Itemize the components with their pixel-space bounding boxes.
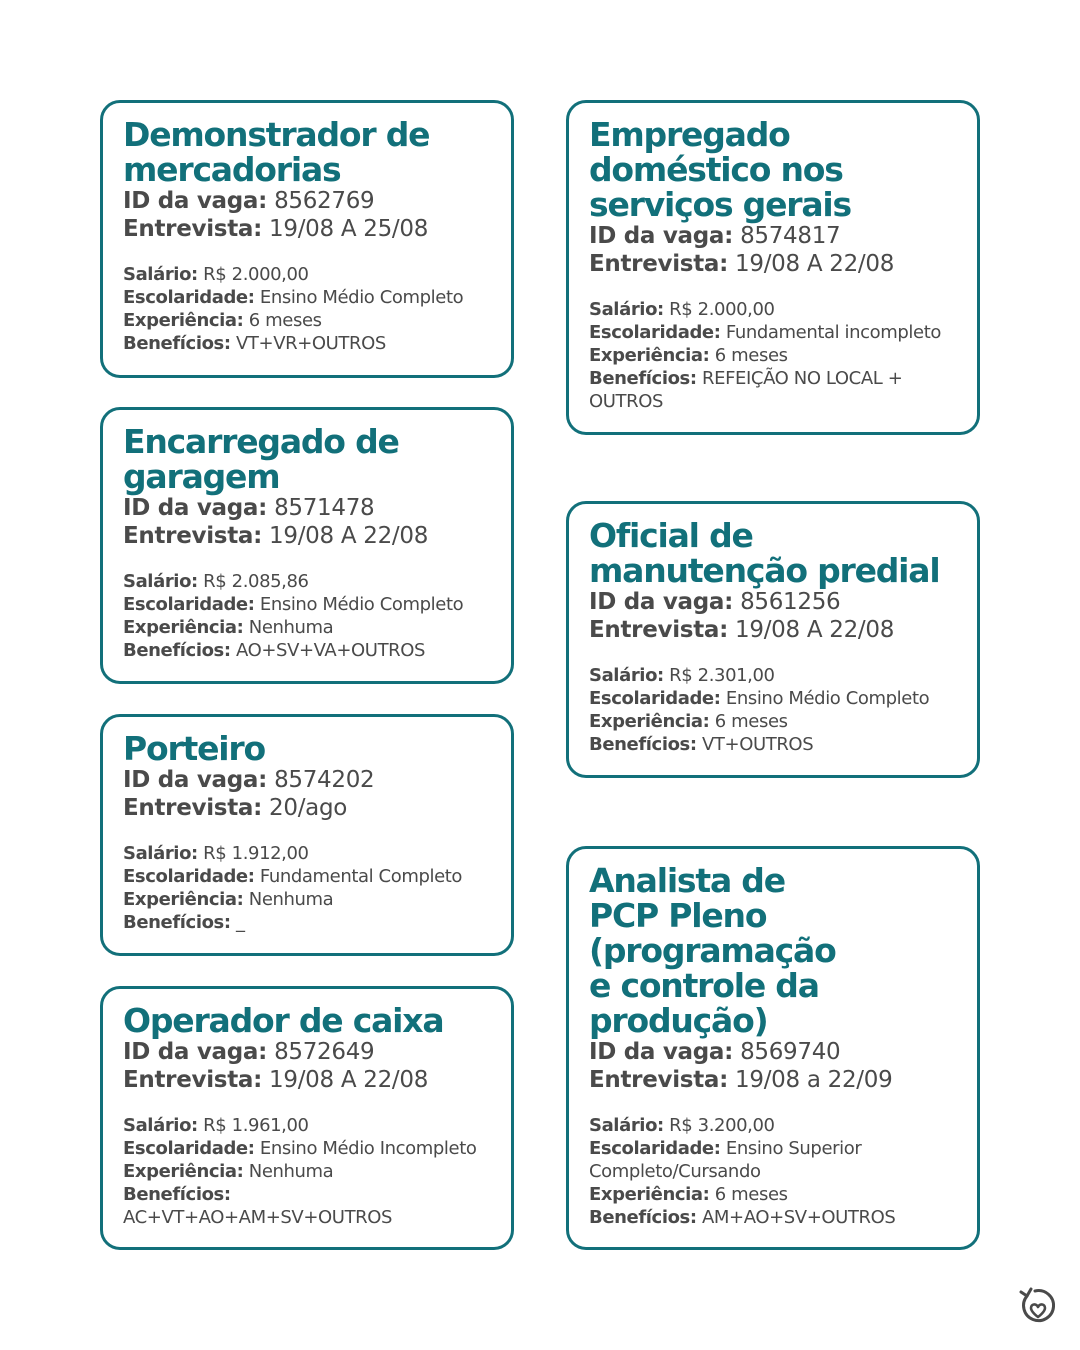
job-education-cont: Completo/Cursando	[589, 1161, 761, 1182]
job-title: Oficial de manutenção predial	[589, 516, 940, 590]
job-education: Escolaridade: Fundamental Completo	[123, 866, 463, 887]
job-title: Analista de PCP Pleno (programação e controle da produção)	[589, 861, 836, 1040]
job-interview: Entrevista: 19/08 A 22/08	[123, 523, 429, 549]
job-interview: Entrevista: 19/08 A 25/08	[123, 216, 429, 242]
job-benefits: Benefícios: _	[123, 912, 245, 933]
job-experience: Experiência: 6 meses	[589, 1184, 788, 1205]
job-card-porteiro	[100, 714, 514, 956]
job-id: ID da vaga: 8561256	[589, 589, 841, 615]
job-salary: Salário: R$ 3.200,00	[589, 1115, 775, 1136]
job-education: Escolaridade: Ensino Médio Completo	[589, 688, 930, 709]
job-salary: Salário: R$ 1.961,00	[123, 1115, 309, 1136]
job-card-encarregado	[100, 407, 514, 684]
job-title: Porteiro	[123, 729, 265, 768]
job-title: Demonstrador de mercadorias	[123, 115, 430, 189]
job-benefits-cont: OUTROS	[589, 391, 664, 412]
job-education: Escolaridade: Ensino Médio Completo	[123, 287, 464, 308]
job-card-analista-pcp	[566, 846, 980, 1250]
job-interview: Entrevista: 19/08 A 22/08	[589, 251, 895, 277]
job-benefits: Benefícios: AM+AO+SV+OUTROS	[589, 1207, 896, 1228]
job-education: Escolaridade: Fundamental incompleto	[589, 322, 941, 343]
job-card-oficial-manutencao	[566, 501, 980, 778]
job-interview: Entrevista: 20/ago	[123, 795, 348, 821]
job-id: ID da vaga: 8574817	[589, 223, 841, 249]
job-benefits-label: Benefícios:	[123, 1184, 231, 1205]
job-salary: Salário: R$ 2.301,00	[589, 665, 775, 686]
job-card-empregado-domestico	[566, 100, 980, 435]
job-title: Empregado doméstico nos serviços gerais	[589, 115, 851, 224]
job-education: Escolaridade: Ensino Superior	[589, 1138, 862, 1159]
job-experience: Experiência: 6 meses	[123, 310, 322, 331]
job-experience: Experiência: Nenhuma	[123, 1161, 334, 1182]
job-id: ID da vaga: 8569740	[589, 1039, 841, 1065]
refresh-heart-icon	[1018, 1284, 1058, 1332]
job-id: ID da vaga: 8572649	[123, 1039, 375, 1065]
job-card-demonstrador	[100, 100, 514, 378]
job-id: ID da vaga: 8574202	[123, 767, 375, 793]
job-education: Escolaridade: Ensino Médio Completo	[123, 594, 464, 615]
job-interview: Entrevista: 19/08 A 22/08	[589, 617, 895, 643]
job-salary: Salário: R$ 2.000,00	[589, 299, 775, 320]
job-experience: Experiência: 6 meses	[589, 711, 788, 732]
job-experience: Experiência: 6 meses	[589, 345, 788, 366]
job-benefits: AC+VT+AO+AM+SV+OUTROS	[123, 1207, 393, 1228]
job-salary: Salário: R$ 2.085,86	[123, 571, 309, 592]
job-title: Operador de caixa	[123, 1001, 444, 1040]
job-title: Encarregado de garagem	[123, 422, 399, 496]
job-id: ID da vaga: 8562769	[123, 188, 375, 214]
job-benefits: Benefícios: VT+VR+OUTROS	[123, 333, 386, 354]
job-benefits: Benefícios: REFEIÇÃO NO LOCAL +	[589, 368, 903, 389]
job-interview: Entrevista: 19/08 A 22/08	[123, 1067, 429, 1093]
job-salary: Salário: R$ 1.912,00	[123, 843, 309, 864]
job-experience: Experiência: Nenhuma	[123, 617, 334, 638]
job-education: Escolaridade: Ensino Médio Incompleto	[123, 1138, 477, 1159]
job-experience: Experiência: Nenhuma	[123, 889, 334, 910]
job-benefits: Benefícios: AO+SV+VA+OUTROS	[123, 640, 426, 661]
job-interview: Entrevista: 19/08 a 22/09	[589, 1067, 893, 1093]
job-id: ID da vaga: 8571478	[123, 495, 375, 521]
job-card-operador	[100, 986, 514, 1250]
job-salary: Salário: R$ 2.000,00	[123, 264, 309, 285]
job-benefits: Benefícios: VT+OUTROS	[589, 734, 814, 755]
